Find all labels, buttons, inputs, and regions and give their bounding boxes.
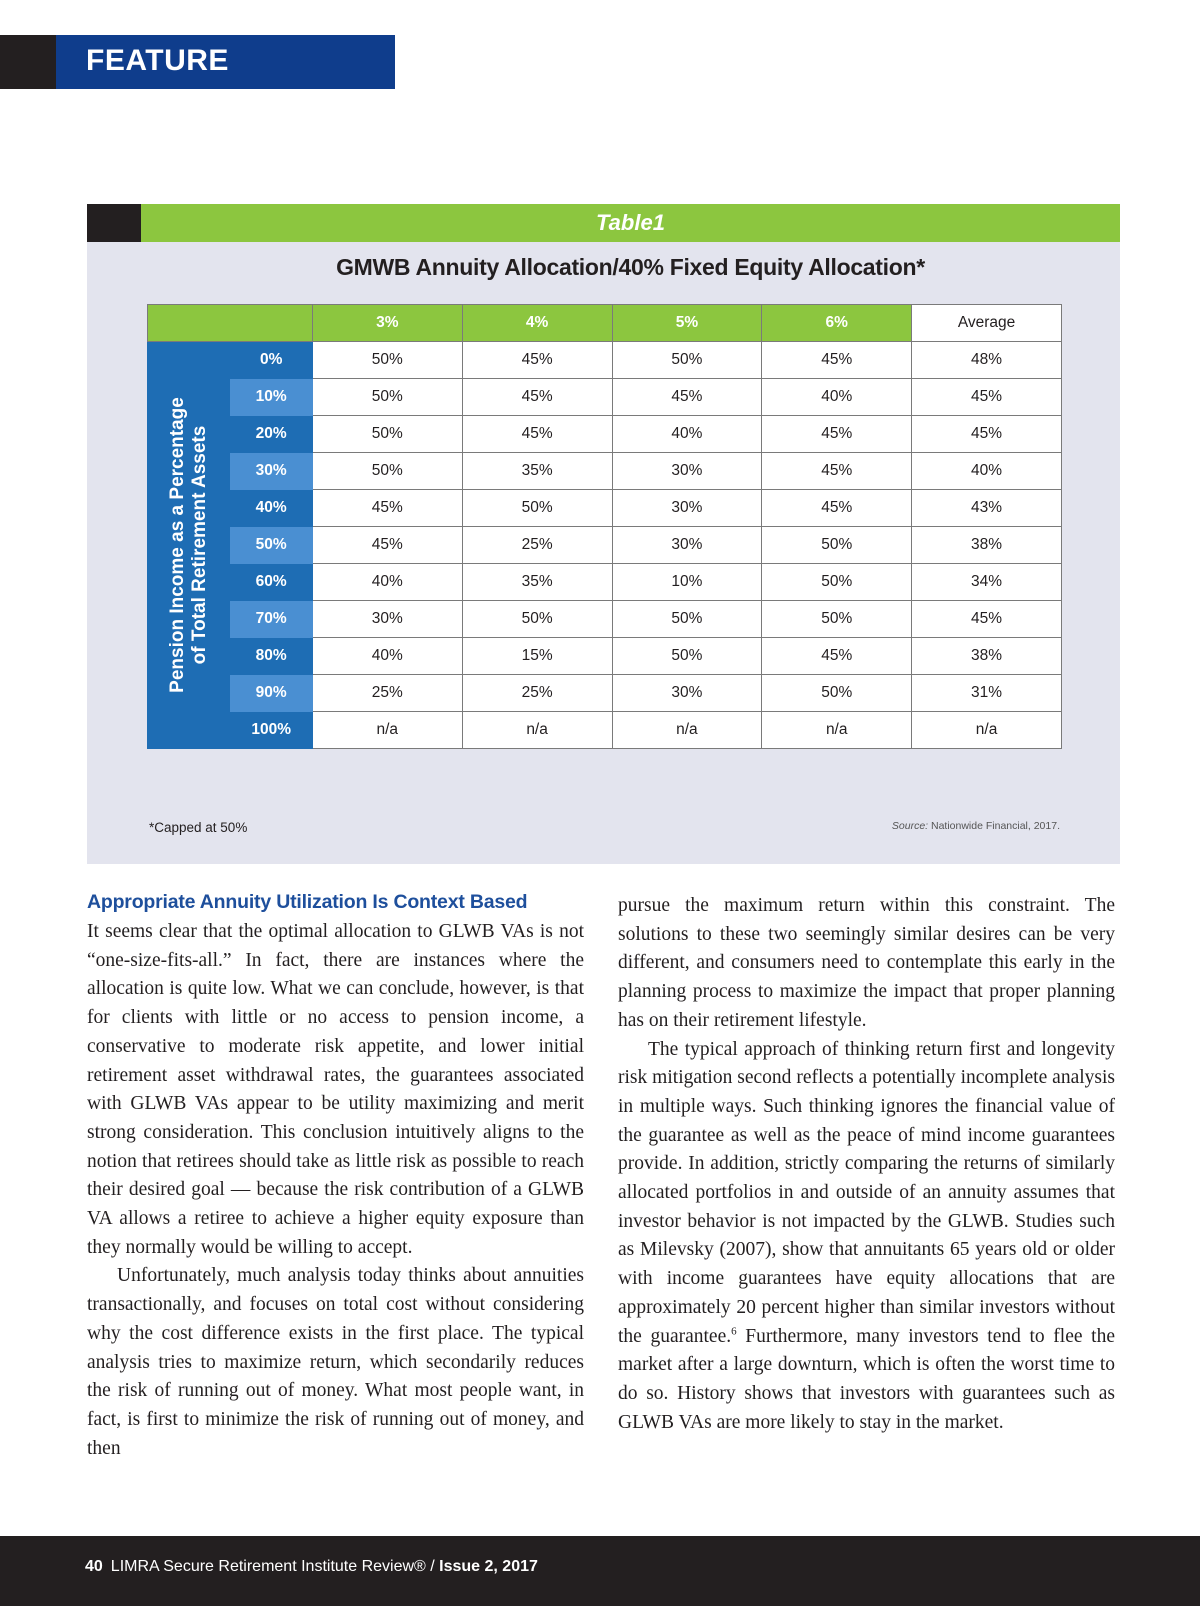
table-cell: 10% — [612, 564, 762, 601]
table-cell: 25% — [462, 527, 612, 564]
table-label-dark-block — [87, 204, 141, 242]
article-left-column — [87, 890, 584, 1463]
row-label: 50% — [230, 527, 312, 564]
table-cell: 35% — [462, 453, 612, 490]
table-cell: n/a — [612, 712, 762, 749]
table-label: Table1 — [596, 210, 665, 235]
table-row — [148, 712, 1062, 749]
header-dark-block — [0, 35, 56, 89]
table-cell: n/a — [312, 712, 462, 749]
table-cell: 50% — [762, 527, 912, 564]
table-cell: 48% — [912, 342, 1062, 379]
issue-label: Issue 2, 2017 — [439, 1558, 538, 1575]
table-cell: 45% — [912, 416, 1062, 453]
table-cell: 30% — [312, 601, 462, 638]
table-cell: 31% — [912, 675, 1062, 712]
table-cell: 30% — [612, 675, 762, 712]
table-cell: 34% — [912, 564, 1062, 601]
row-label: 30% — [230, 453, 312, 490]
table-cell: 50% — [612, 342, 762, 379]
table-cell: 30% — [612, 453, 762, 490]
row-label: 10% — [230, 379, 312, 416]
table-cell: 40% — [912, 453, 1062, 490]
column-header-average: Average — [912, 305, 1062, 342]
table-cell: 50% — [312, 379, 462, 416]
page-footer — [0, 1536, 1200, 1606]
table-panel — [87, 204, 1120, 864]
table-cell: 25% — [462, 675, 612, 712]
table-row — [148, 416, 1062, 453]
table-cell: 40% — [762, 379, 912, 416]
table-cell: 50% — [312, 342, 462, 379]
table-cell: 45% — [762, 490, 912, 527]
footer-text — [85, 1558, 538, 1576]
row-label: 0% — [230, 342, 312, 379]
table-footnote: *Capped at 50% — [149, 820, 248, 835]
table-cell: n/a — [912, 712, 1062, 749]
page-number: 40 — [85, 1558, 103, 1575]
paragraph — [618, 1036, 1115, 1438]
table-cell: 38% — [912, 638, 1062, 675]
row-axis-label — [148, 342, 230, 749]
paragraph: Unfortunately, much analysis today thinks about annuities transactionally, and focuses on total cost without considering why the cost difference exists in the first place. The typical analysis tries to maximize return, which secondarily reduces the risk of running out of money. What most people want, in fact, is first to minimize the risk of running out of money, and then — [87, 1265, 584, 1459]
row-axis-label-line2: of Total Retirement Assets — [188, 425, 210, 665]
section-label: FEATURE — [86, 44, 229, 77]
table-cell: 45% — [312, 490, 462, 527]
row-label: 40% — [230, 490, 312, 527]
paragraph: pursue the maximum return within this constraint. The solutions to these two seemingly similar desires can be very different, and consumers need to contemplate this early in the planning process to maximize the impact that proper planning has on their retirement lifestyle. — [618, 895, 1115, 1031]
table-cell: 50% — [612, 638, 762, 675]
table-cell: n/a — [462, 712, 612, 749]
table-cell: 30% — [612, 490, 762, 527]
table-row — [148, 453, 1062, 490]
table-source — [892, 820, 1060, 832]
table-cell: 43% — [912, 490, 1062, 527]
publication-name: LIMRA Secure Retirement Institute Review® / — [110, 1558, 440, 1575]
table-cell: 40% — [312, 564, 462, 601]
table-cell: 38% — [912, 527, 1062, 564]
table-cell: 50% — [462, 601, 612, 638]
table-cell: 50% — [312, 453, 462, 490]
paragraph: It seems clear that the optimal allocation to GLWB VAs is not “one-size-fits-all.” In fact, there are instances where the allocation is quite low. What we can conclude, however, is that for clients with little or no access to pension income, a conservative to moderate risk appetite, and lower initial retirement asset withdrawal rates, the guarantees associated with GLWB VAs appear to be utility maximizing and merit strong consideration. This conclusion intuitively aligns to the notion that retirees should take as little risk as possible to reach their desired goal — because the risk contribution of a GLWB VA allows a retiree to achieve a higher equity exposure than they normally would be willing to accept. — [87, 921, 584, 1258]
source-label: Source: — [891, 820, 929, 832]
row-label: 70% — [230, 601, 312, 638]
table-cell: 45% — [762, 453, 912, 490]
table-cell: 50% — [762, 564, 912, 601]
table-cell: 45% — [462, 379, 612, 416]
table-cell: 25% — [312, 675, 462, 712]
table-cell: 30% — [612, 527, 762, 564]
table-row — [148, 601, 1062, 638]
source-text: Nationwide Financial, 2017. — [931, 820, 1060, 832]
article-subhead: Appropriate Annuity Utilization Is Context Based — [87, 891, 528, 913]
row-label: 100% — [230, 712, 312, 749]
article-right-column — [618, 892, 1115, 1437]
table-cell: 45% — [462, 416, 612, 453]
row-label: 90% — [230, 675, 312, 712]
table-row — [148, 675, 1062, 712]
table-corner-cell — [148, 305, 313, 342]
table-cell: 45% — [462, 342, 612, 379]
paragraph-part: Furthermore, many investors tend to flee the market after a large downturn, which is often the worst time to do so. History shows that investors with guarantees such as GLWB VAs are more likely to stay in the market. — [618, 1325, 1115, 1433]
table-row — [148, 564, 1062, 601]
row-label: 20% — [230, 416, 312, 453]
paragraph-part: The typical approach of thinking return first and longevity risk mitigation second reflects a potentially incomplete analysis in multiple ways. Such thinking ignores the financial value of the guarantee as well as the peace of mind income guarantees provide. In addition, strictly comparing the returns of similarly allocated portfolios in and outside of an annuity assumes that investor behavior is not impacted by the GLWB. Studies such as Milevsky (2007), show that annuitants 65 years old or older with income guarantees have equity allocations that are approximately 20 percent higher than similar investors without the guarantee. — [618, 1038, 1115, 1347]
row-label: 60% — [230, 564, 312, 601]
footnote-marker: 6 — [731, 1325, 737, 1338]
table-cell: 45% — [762, 342, 912, 379]
table-cell: 40% — [312, 638, 462, 675]
table-cell: 50% — [762, 601, 912, 638]
table-title: GMWB Annuity Allocation/40% Fixed Equity Allocation* — [336, 254, 925, 280]
table-cell: 50% — [462, 490, 612, 527]
table-row — [148, 527, 1062, 564]
table-row — [148, 342, 1062, 379]
table-cell: 45% — [912, 379, 1062, 416]
table-cell: 45% — [312, 527, 462, 564]
table-cell: 45% — [912, 601, 1062, 638]
column-header: 5% — [612, 305, 762, 342]
table-cell: n/a — [762, 712, 912, 749]
row-axis-label-line1: Pension Income as a Percentage — [166, 397, 188, 693]
table-cell: 45% — [612, 379, 762, 416]
table-cell: 15% — [462, 638, 612, 675]
row-label: 80% — [230, 638, 312, 675]
allocation-table — [147, 304, 1062, 749]
table-cell: 45% — [762, 638, 912, 675]
table-cell: 40% — [612, 416, 762, 453]
table-cell: 50% — [612, 601, 762, 638]
column-header: 3% — [312, 305, 462, 342]
table-header-row — [148, 305, 1062, 342]
table-cell: 45% — [762, 416, 912, 453]
table-row — [148, 638, 1062, 675]
column-header: 4% — [462, 305, 612, 342]
table-cell: 50% — [312, 416, 462, 453]
table-cell: 35% — [462, 564, 612, 601]
column-header: 6% — [762, 305, 912, 342]
table-row — [148, 379, 1062, 416]
table-cell: 50% — [762, 675, 912, 712]
table-row — [148, 490, 1062, 527]
